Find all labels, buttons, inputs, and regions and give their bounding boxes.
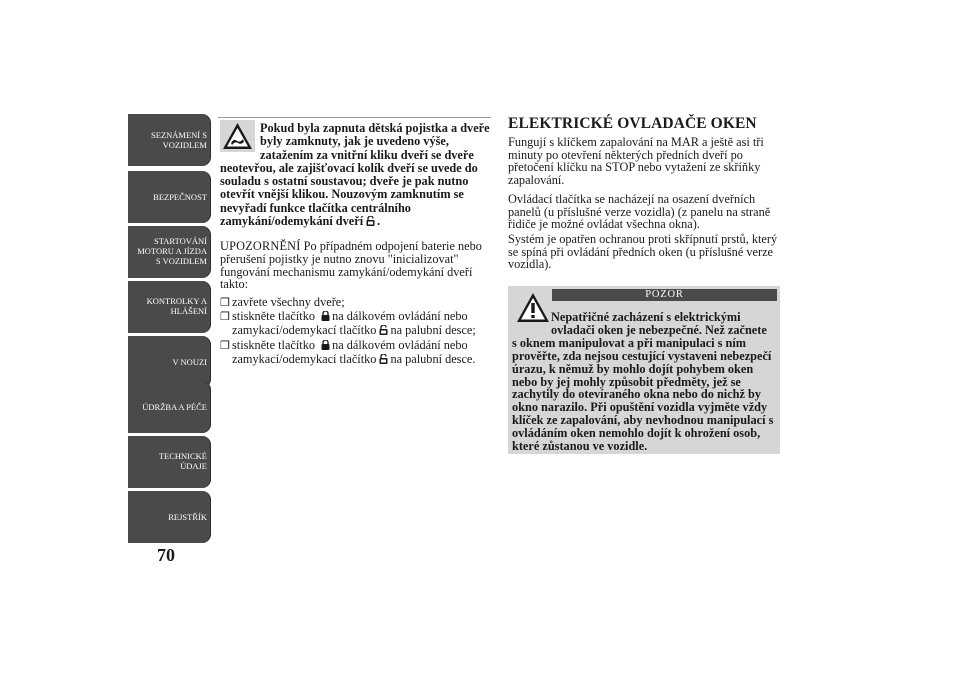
tab-label: REJSTŘÍK	[168, 512, 207, 522]
list-text: stiskněte tlačítko	[232, 338, 315, 352]
caution-text	[512, 311, 777, 453]
page-number: 70	[157, 545, 175, 565]
tab-label: STARTOVÁNÍ MOTORU A JÍZDA S VOZIDLEM	[137, 236, 207, 266]
child-lock-warning	[220, 122, 490, 228]
caution-title: POZOR	[552, 289, 777, 301]
checkbox-bullet-icon: ❒	[220, 340, 230, 352]
warning-line: byly zamknuty, jak je uvedeno výše,	[260, 134, 449, 149]
list-item	[220, 339, 495, 366]
tab-rejstrik[interactable]	[128, 491, 211, 543]
list-text: stiskněte tlačítko	[232, 309, 315, 323]
list-text: na dálkovém ovládání nebo	[332, 309, 468, 323]
tab-seznameni-s-vozidlem[interactable]	[128, 114, 211, 166]
warning-line: zatažením za vnitřní kliku dveří se dveře	[260, 147, 474, 162]
list-text: zavřete všechny dveře;	[232, 295, 345, 309]
paragraph: Fungují s klíčkem zapalování na MAR a ještě asi tři minuty po otevření některých předních dveří po přetočení klíčku na STOP nebo vytažení ze skříňky zapalování.	[508, 135, 764, 187]
list-text: zamykací/odemykací tlačítko	[232, 322, 377, 337]
tab-label: KONTROLKY A HLÁŠENÍ	[146, 296, 207, 316]
section-divider	[218, 117, 491, 118]
list-continuation	[220, 353, 495, 366]
warning-body: neotevřou, ale zajišťovací kolík dveří se uvede do souladu s ostatní soustavou; dveře je pak nutno otevřít vnější klikou. Nouzovým zamknutím se nevyřadí funkce tlačítka centrálního zamykání/odemykání dveří	[220, 160, 478, 229]
section-heading: ELEKTRICKÉ OVLADAČE OKEN	[508, 115, 757, 132]
list-text: na dálkovém ovládání nebo	[332, 338, 468, 352]
tab-label: ÚDRŽBA A PÉČE	[142, 402, 207, 412]
list-item	[220, 310, 495, 337]
list-text: na palubní desce;	[390, 322, 476, 337]
list-item	[220, 296, 495, 310]
caution-line: Nepatřičné zacházení s elektrickými	[551, 310, 741, 324]
battery-note	[220, 240, 492, 291]
list-continuation	[220, 324, 495, 337]
paragraph: Ovládací tlačítka se nacházejí na osazení dveřních panelů (u příslušné verze vozidla) (z panelu na straně řidiče je možné ovládat všechna okna).	[508, 192, 771, 232]
tab-technicke-udaje[interactable]	[128, 436, 211, 488]
warning-end: .	[377, 214, 381, 229]
tab-label: SEZNÁMENÍ S VOZIDLEM	[151, 130, 207, 150]
tab-label: TECHNICKÉ ÚDAJE	[158, 451, 207, 471]
tab-label: V NOUZI	[172, 357, 207, 367]
list-text: zamykací/odemykací tlačítko	[232, 351, 377, 366]
tab-udrzba[interactable]	[128, 381, 211, 433]
lock-icon	[321, 311, 330, 321]
warning-line: Pokud byla zapnuta dětská pojistka a dveře	[260, 121, 490, 135]
open-lock-icon	[379, 354, 388, 364]
tab-startovani[interactable]	[128, 226, 211, 278]
note-text: Po případném odpojení baterie nebo přerušení pojistky je nutno znovu "inicializovat" fungování mechanismu zamykání/odemykání dveří takto:	[220, 239, 482, 292]
lock-icon	[321, 340, 330, 350]
checkbox-bullet-icon: ❒	[220, 297, 230, 309]
tab-label: BEZPEČNOST	[153, 192, 207, 202]
open-lock-icon	[366, 216, 375, 226]
open-lock-icon	[379, 325, 388, 335]
checkbox-bullet-icon: ❒	[220, 311, 230, 323]
caution-line: ovladači oken je nebezpečné. Než začnete	[551, 322, 767, 337]
tab-kontrolky[interactable]	[128, 281, 211, 333]
list-text: na palubní desce.	[390, 351, 476, 366]
caution-body: s oknem manipulovat a při manipulaci s ním prověřte, zda nejsou cestující vystaveni nebezpečí úrazu, k němuž by mohlo dojít pohybem oken nebo by jej mohly způsobit předměty, jež se zachytily do otevíraného okna nebo do nichž by okno narazilo. Při opuštění vozidla vyjměte vždy klíček ze zapalování, aby nevhodnou manipulací s ovládáním oken nemohlo dojít k ohrožení osob, které zůstanou ve vozidle.	[512, 335, 774, 454]
tab-bezpecnost[interactable]	[128, 171, 211, 223]
paragraph: Systém je opatřen ochranou proti skřípnutí prstů, který se spíná při ovládání předních oken (u příslušné verze vozidla).	[508, 232, 778, 272]
note-label: UPOZORNĚNÍ	[220, 239, 301, 253]
